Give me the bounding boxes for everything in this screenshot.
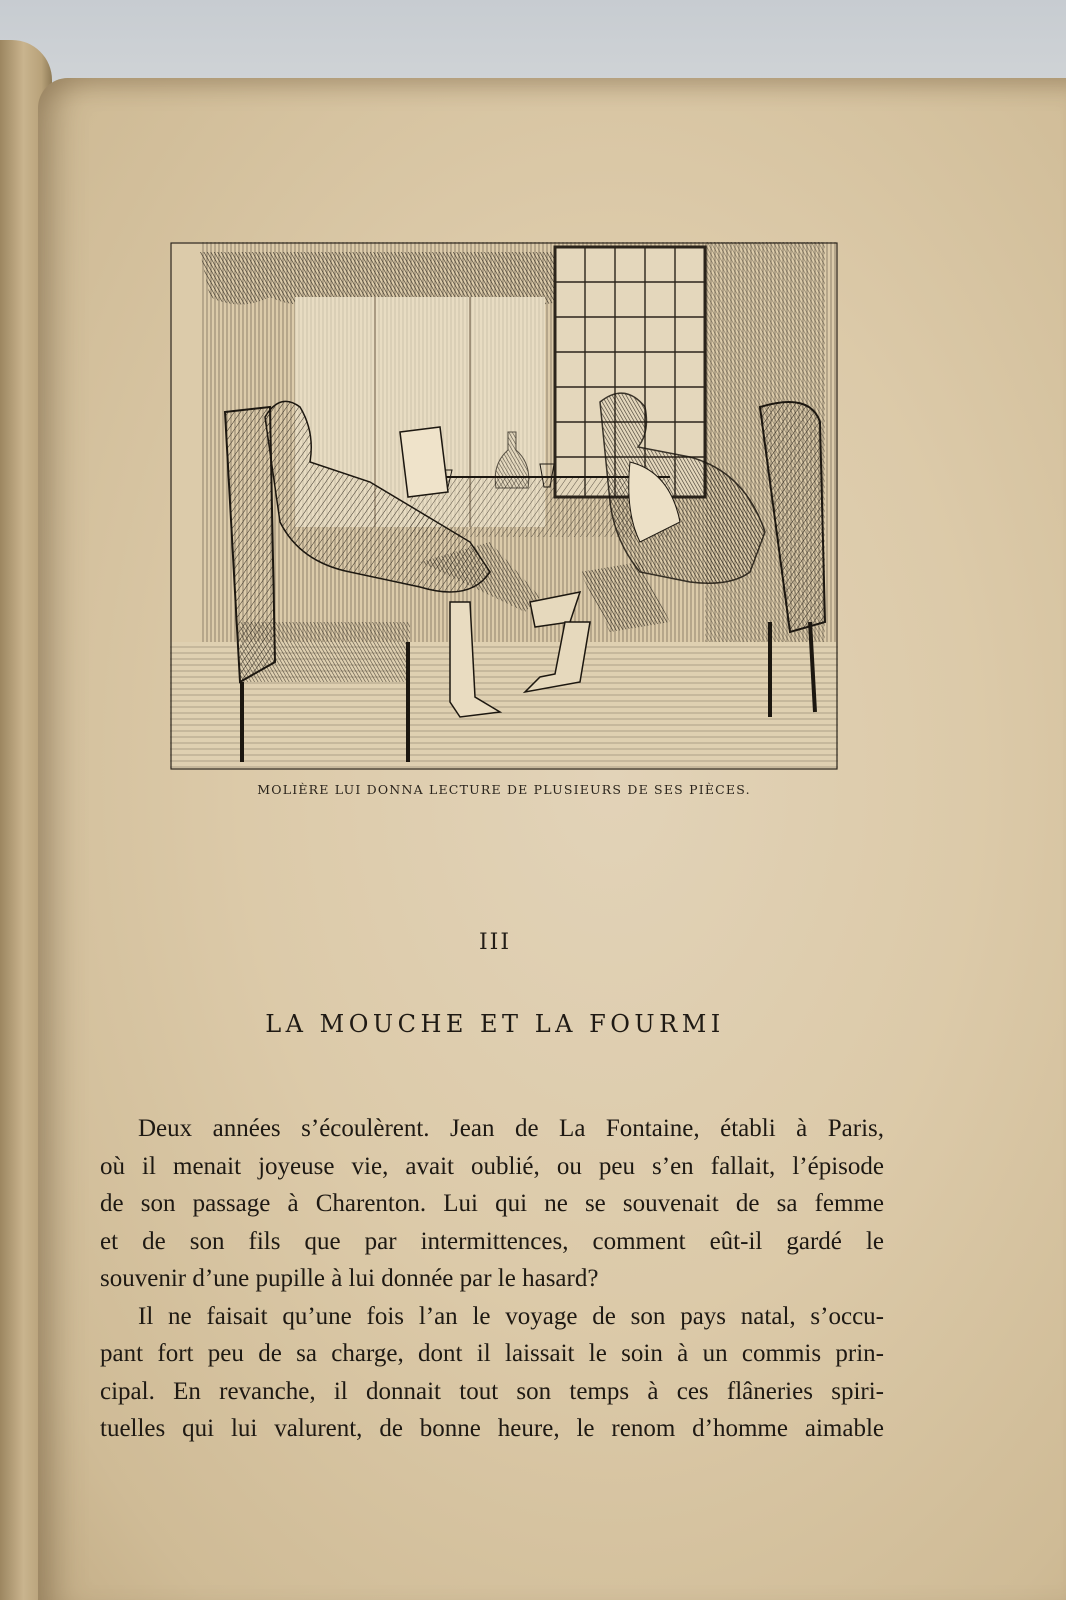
body-text	[100, 1110, 884, 1448]
text-line: pant fort peu de sa charge, dont il laissait le soin à un commis prin-	[100, 1340, 884, 1367]
illustration-caption: MOLIÈRE LUI DONNA LECTURE DE PLUSIEURS DE SES PIÈCES.	[257, 782, 751, 797]
chapter-title: LA MOUCHE ET LA FOURMI	[265, 1010, 725, 1038]
text-line: cipal. En revanche, il donnait tout son temps à ces flâneries spiri-	[100, 1377, 884, 1405]
text-line: tuelles qui lui valurent, de bonne heure, le renom d’homme aimable	[100, 1415, 884, 1442]
text-line: de son passage à Charenton. Lui qui ne se souvenait de sa femme	[100, 1190, 884, 1217]
text-line: Deux années s’écoulèrent. Jean de La Fontaine, établi à Paris,	[138, 1115, 884, 1142]
paragraph-1	[100, 1110, 884, 1298]
text-line: où il menait joyeuse vie, avait oublié, ou peu s’en fallait, l’épisode	[100, 1152, 884, 1180]
engraving-drawing	[170, 242, 838, 770]
text-line: Il ne faisait qu’une fois l’an le voyage de son pays natal, s’occu-	[138, 1302, 884, 1330]
paragraph-2	[100, 1298, 884, 1448]
engraving-illustration	[170, 242, 838, 770]
chapter-number: III	[478, 930, 512, 955]
text-line: et de son fils que par intermittences, comment eût-il gardé le	[100, 1227, 884, 1255]
text-line: souvenir d’une pupille à lui donnée par le hasard?	[100, 1265, 599, 1292]
